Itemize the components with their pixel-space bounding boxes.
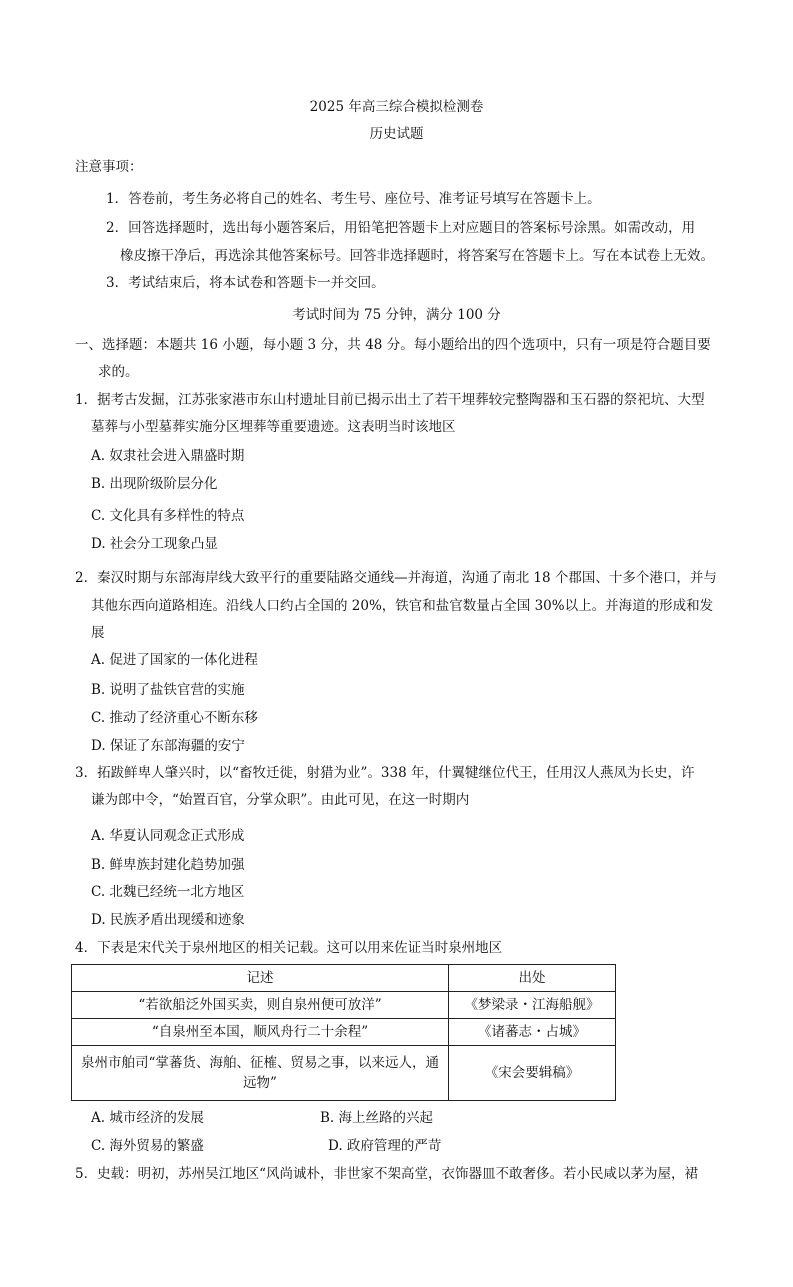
table-cell-record: “若欲船泛外国买卖，则自泉州便可放洋” (72, 992, 449, 1019)
q3-option-d: D. 民族矛盾出现缓和迹象 (91, 912, 245, 928)
table-row (72, 992, 616, 1019)
q3-stem-cont: 谦为郎中令，“始置百官，分掌众职”。由此可见，在这一时期内 (91, 792, 470, 808)
table-cell-record: “自泉州至本国，顺风舟行二十余程” (72, 1019, 449, 1046)
q4-option-c: C. 海外贸易的繁盛 (91, 1138, 204, 1154)
table-row (72, 1046, 616, 1101)
q1-option-b: B. 出现阶级阶层分化 (91, 476, 218, 492)
notice-item-2: 2．回答选择题时，选出每小题答案后，用铅笔把答题卡上对应题目的答案标号涂黑。如需改动，用 (106, 220, 696, 236)
q2-option-a: A. 促进了国家的一体化进程 (91, 652, 258, 668)
table-header-record: 记述 (72, 965, 449, 992)
q2-stem-cont-1: 其他东西向道路相连。沿线人口约占全国的 20%，铁官和盐官数量占全国 30%以上。并海道的形成和发 (91, 598, 714, 614)
q1-stem: 1．据考古发掘，江苏张家港市东山村遗址目前已揭示出土了若干埋葬较完整陶器和玉石器的祭祀坑、大型 (75, 392, 705, 408)
table-cell-source: 《宋会要辑稿》 (449, 1046, 616, 1101)
q2-stem-cont-2: 展 (91, 625, 105, 641)
exam-title: 2025 年高三综合模拟检测卷 (309, 99, 484, 115)
q1-option-d: D. 社会分工现象凸显 (91, 536, 218, 552)
q1-option-c: C. 文化具有多样性的特点 (91, 508, 245, 524)
q1-option-a: A. 奴隶社会进入鼎盛时期 (91, 448, 245, 464)
exam-info: 考试时间为 75 分钟，满分 100 分 (292, 307, 501, 323)
q4-stem: 4．下表是宋代关于泉州地区的相关记载。这可以用来佐证当时泉州地区 (75, 940, 503, 956)
exam-subject: 历史试题 (369, 126, 424, 142)
notice-item-2-cont: 橡皮擦干净后，再选涂其他答案标号。回答非选择题时，将答案写在答题卡上。写在本试卷上无效。 (120, 248, 714, 264)
table-row (72, 1019, 616, 1046)
section-heading-cont: 求的。 (98, 364, 139, 380)
q5-stem: 5．史载：明初，苏州吴江地区“风尚诚朴，非世家不架高堂，衣饰器皿不敢奢侈。若小民咸以茅为屋，裙 (75, 1166, 698, 1182)
q4-option-d: D. 政府管理的严苛 (328, 1138, 442, 1154)
table-cell-record: 泉州市舶司“掌蕃货、海舶、征榷、贸易之事，以来远人，通远物” (72, 1046, 449, 1101)
q4-option-b: B. 海上丝路的兴起 (320, 1110, 434, 1126)
q4-records-table (71, 964, 616, 1101)
table-cell-source: 《诸蕃志・占城》 (449, 1019, 616, 1046)
notice-item-3: 3．考试结束后，将本试卷和答题卡一并交回。 (106, 275, 385, 291)
q3-stem: 3．拓跋鲜卑人肇兴时，以“畜牧迁徙，射猎为业”。338 年，什翼犍继位代王，任用汉人燕凤为长史，许 (75, 765, 695, 781)
q1-stem-cont: 墓葬与小型墓葬实施分区埋葬等重要遗迹。这表明当时该地区 (91, 419, 456, 435)
notice-heading: 注意事项： (75, 159, 143, 175)
q3-option-a: A. 华夏认同观念正式形成 (91, 828, 245, 844)
q3-option-c: C. 北魏已经统一北方地区 (91, 884, 245, 900)
section-heading: 一、选择题：本题共 16 小题，每小题 3 分，共 48 分。每小题给出的四个选项中，只有一项是符合题目要 (75, 337, 711, 353)
table-header-source: 出处 (449, 965, 616, 992)
q2-option-d: D. 保证了东部海疆的安宁 (91, 738, 245, 754)
q4-option-a: A. 城市经济的发展 (91, 1110, 204, 1126)
notice-item-1: 1．答卷前，考生务必将自己的姓名、考生号、座位号、准考证号填写在答题卡上。 (106, 191, 601, 207)
q2-stem: 2．秦汉时期与东部海岸线大致平行的重要陆路交通线—并海道，沟通了南北 18 个郡国、十多个港口，并与 (75, 570, 717, 586)
table-header-row (72, 965, 616, 992)
q2-option-b: B. 说明了盐铁官营的实施 (91, 682, 245, 698)
table-cell-source: 《梦梁录・江海船舰》 (449, 992, 616, 1019)
q2-option-c: C. 推动了经济重心不断东移 (91, 710, 258, 726)
q3-option-b: B. 鲜卑族封建化趋势加强 (91, 857, 245, 873)
